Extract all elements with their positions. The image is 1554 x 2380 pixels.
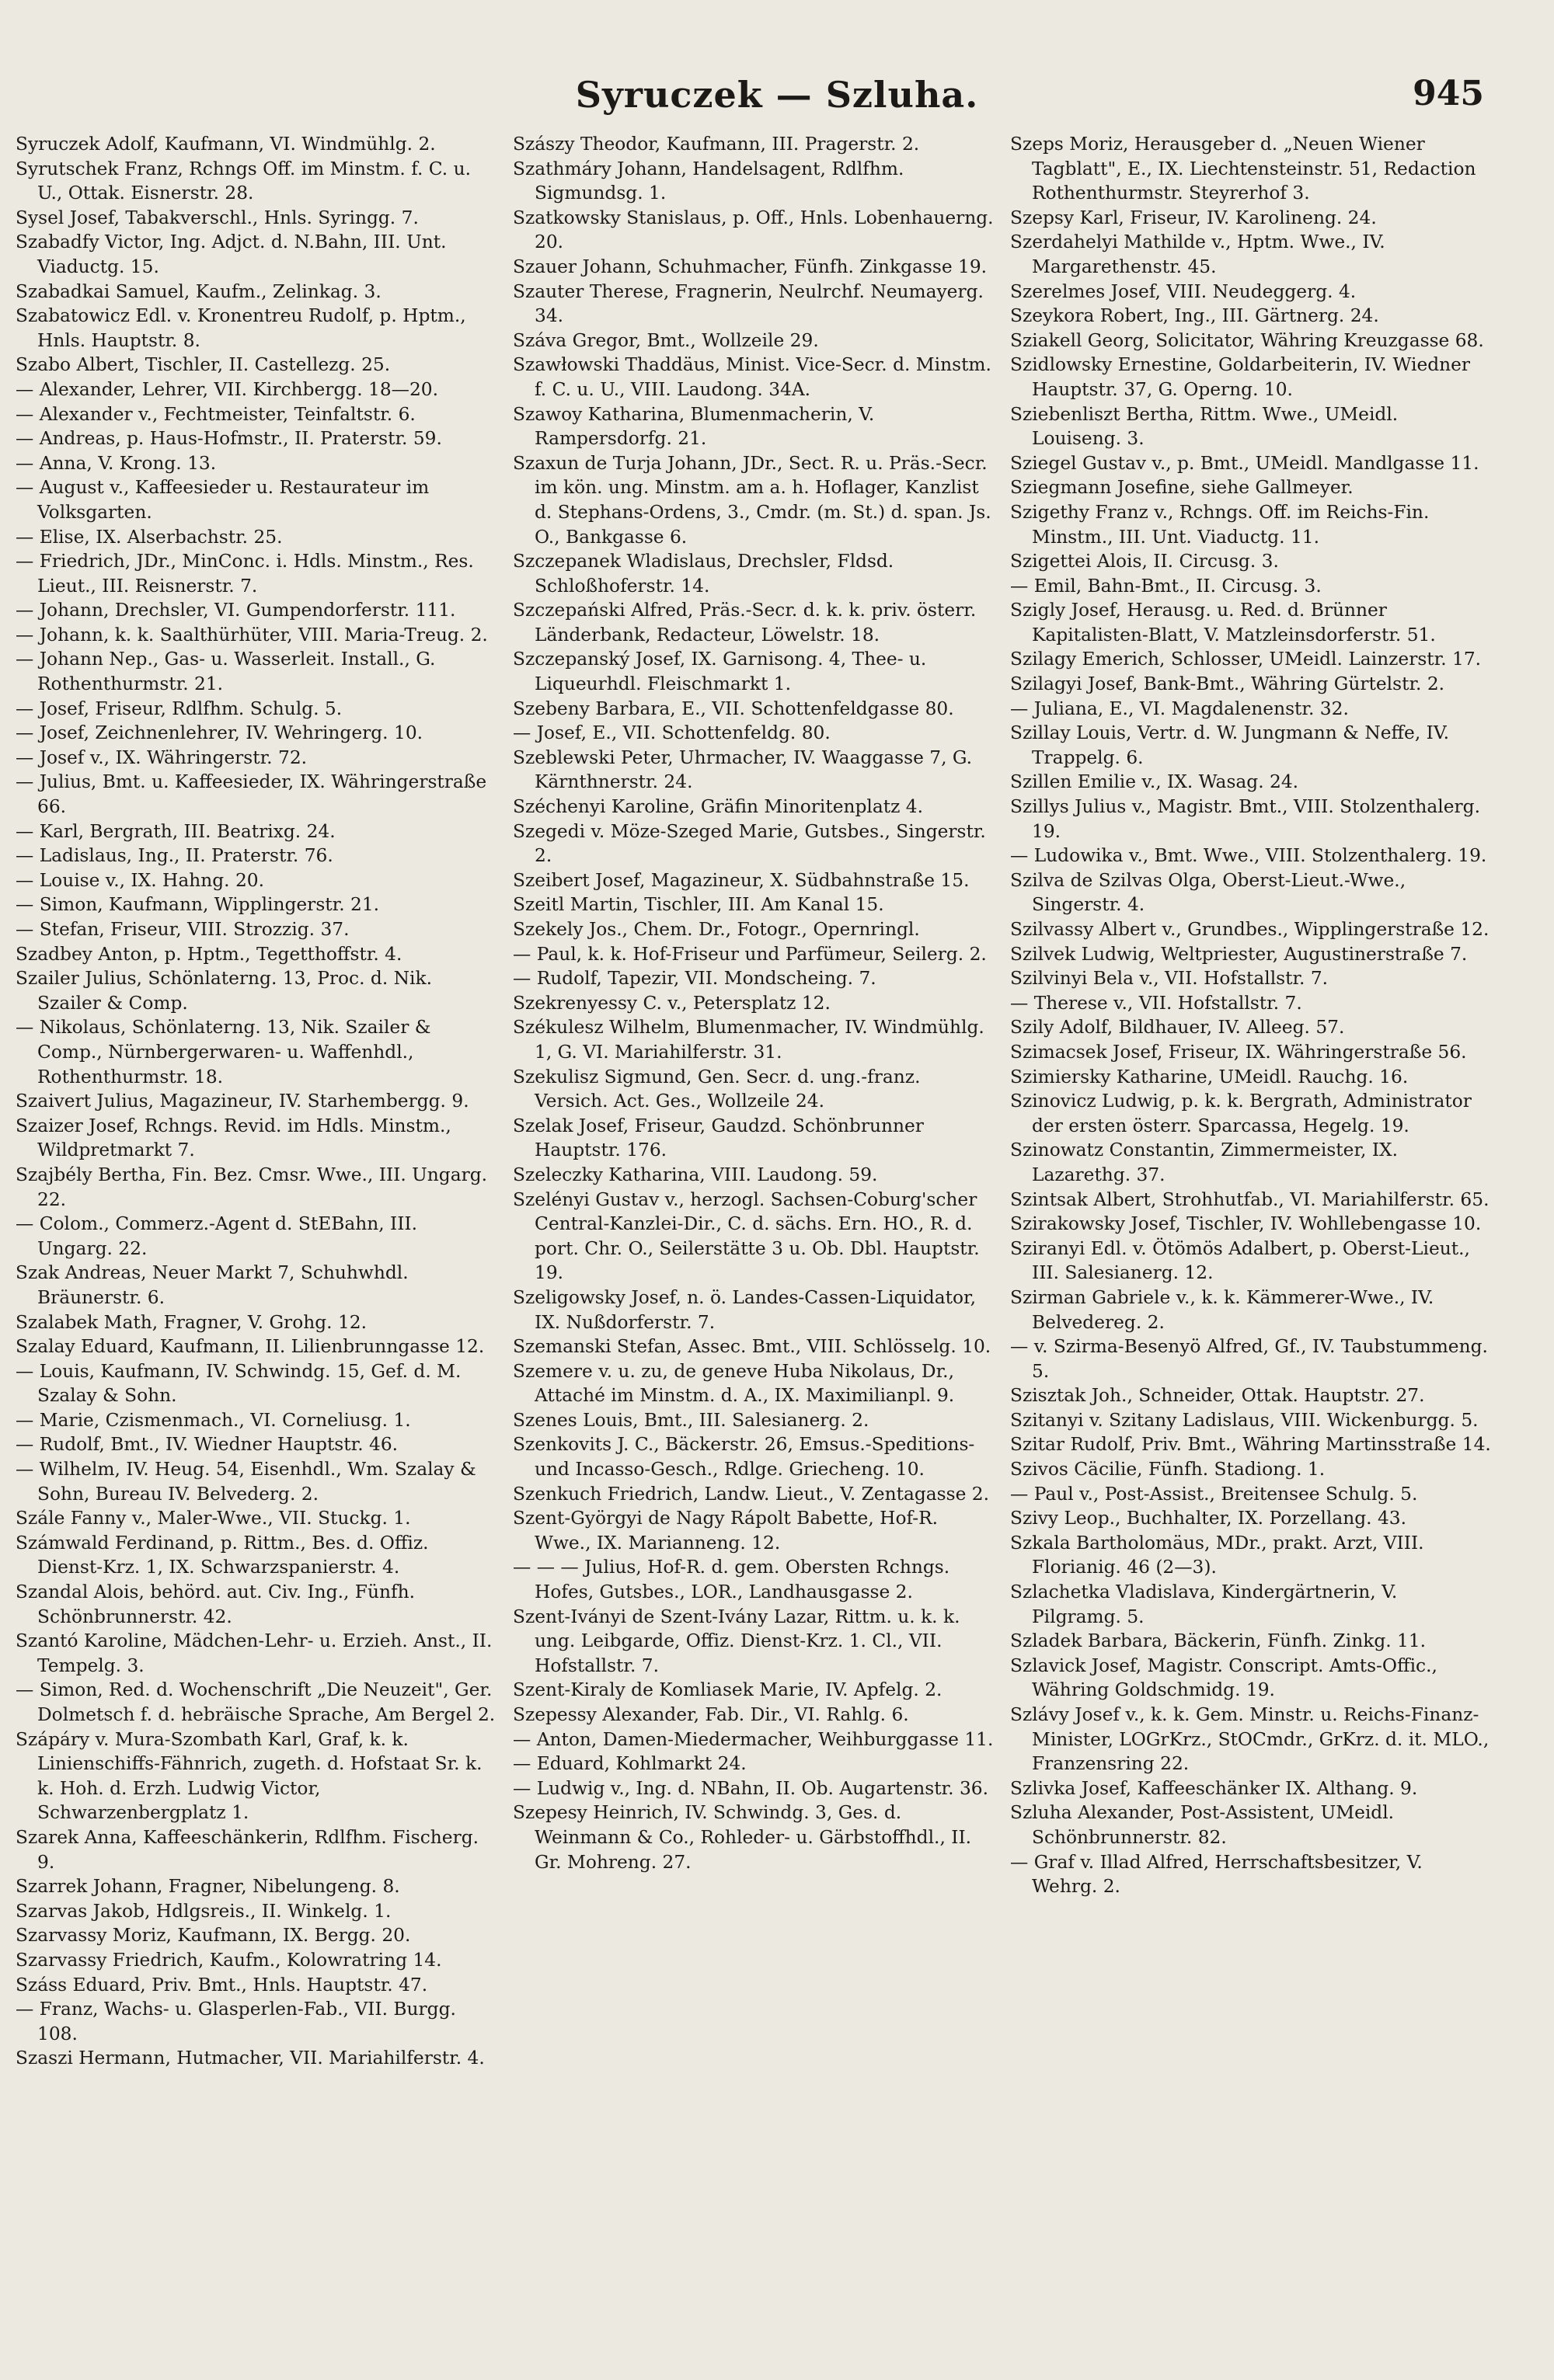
directory-entry: — Louise v., IX. Hahng. 20. <box>16 869 265 891</box>
directory-entry: Szintsak Albert, Strohhutfab., VI. Mariahilferstr. 65. <box>1010 1188 1490 1210</box>
directory-entry: Szaxun de Turja Johann, JDr., Sect. R. u. Präs.-Secr. im kön. ung. Minstm. am a. h. Hoflager, Kanzlist d. Stephans-Ordens, 3., Cmdr. (m. St.) d. span. Js. O., Bankgasse 6. <box>513 452 991 548</box>
directory-entry: Szekulisz Sigmund, Gen. Secr. d. ung.-franz. Versich. Act. Ges., Wollzeile 24. <box>513 1066 921 1112</box>
directory-entry: Sziegmann Josefine, siehe Gallmeyer. <box>1010 477 1354 499</box>
directory-entry: Szirman Gabriele v., k. k. Kämmerer-Wwe., IV. Belvedereg. 2. <box>1010 1286 1434 1333</box>
directory-entry: Számwald Ferdinand, p. Rittm., Bes. d. Offiz. Dienst-Krz. 1, IX. Schwarzspanierstr. 4. <box>16 1532 429 1578</box>
directory-entry: Szeykora Robert, Ing., III. Gärtnerg. 24. <box>1010 305 1379 327</box>
directory-entry: Szelényi Gustav v., herzogl. Sachsen-Coburg'scher Central-Kanzlei-Dir., C. d. sächs. Ern. HO., R. d. port. Chr. O., Seilerstätte 3 u. Ob. Dbl. Hauptstr. 19. <box>513 1188 980 1284</box>
directory-entry: Szczepanský Josef, IX. Garnisong. 4, Thee- u. Liqueurhdl. Fleischmarkt 1. <box>513 649 927 695</box>
directory-entry: Szemanski Stefan, Assec. Bmt., VIII. Schlösselg. 10. <box>513 1336 991 1358</box>
directory-entry: — Alexander, Lehrer, VII. Kirchbergg. 18—20. <box>16 378 439 400</box>
column-middle <box>513 132 995 1874</box>
directory-entry: Szarvassy Moriz, Kaufmann, IX. Bergg. 20. <box>16 1925 411 1947</box>
directory-entry: — Josef v., IX. Währingerstr. 72. <box>16 746 308 768</box>
directory-entry: Sziranyi Edl. v. Ötömös Adalbert, p. Oberst-Lieut., III. Salesianerg. 12. <box>1010 1237 1470 1284</box>
directory-entry: Szauer Johann, Schuhmacher, Fünfh. Zinkgasse 19. <box>513 256 988 277</box>
directory-entry: — Franz, Wachs- u. Glasperlen-Fab., VII. Burgg. 108. <box>16 1999 456 2044</box>
directory-entry: Szenkuch Friedrich, Landw. Lieut., V. Zentagasse 2. <box>513 1483 989 1505</box>
directory-entry: Szlachetka Vladislava, Kindergärtnerin, V. Pilgramg. 5. <box>1010 1581 1398 1627</box>
directory-entry: Szemere v. u. zu, de geneve Huba Nikolaus, Dr., Attaché im Minstm. d. A., IX. Maximilianpl. 9. <box>513 1360 955 1407</box>
directory-entry: Szladek Barbara, Bäckerin, Fünfh. Zinkg. 11. <box>1010 1630 1427 1652</box>
directory-entry: — Simon, Kaufmann, Wipplingerstr. 21. <box>16 894 380 916</box>
directory-entry: Szaizer Josef, Rchngs. Revid. im Hdls. Minstm., Wildpretmarkt 7. <box>16 1115 451 1161</box>
directory-entry: Szekely Jos., Chem. Dr., Fotogr., Opernringl. <box>513 919 920 940</box>
running-head: Syruczek — Szluha. <box>575 74 979 116</box>
directory-entry: Szalabek Math, Fragner, V. Grohg. 12. <box>16 1311 368 1333</box>
directory-entry: — Anton, Damen-Miedermacher, Weihburggasse 11. <box>513 1728 994 1750</box>
directory-entry: — Josef, E., VII. Schottenfeldg. 80. <box>513 722 831 744</box>
directory-entry: Szinovicz Ludwig, p. k. k. Bergrath, Administrator der ersten österr. Sparcassa, Hegelg. 19. <box>1010 1091 1472 1136</box>
directory-entry: — Nikolaus, Schönlaterng. 13, Nik. Szailer & Comp., Nürnbergerwaren- u. Waffenhdl., Rothenthurmstr. 18. <box>16 1017 431 1087</box>
directory-entry: — — — Julius, Hof-R. d. gem. Obersten Rchngs. Hofes, Gutsbes., LOR., Landhausgasse 2. <box>513 1557 950 1603</box>
directory-entry: Sziegel Gustav v., p. Bmt., UMeidl. Mandlgasse 11. <box>1010 452 1479 474</box>
directory-entry: Szlávy Josef v., k. k. Gem. Minstr. u. Reichs-Finanz-Minister, LOGrKrz., StOCmdr., GrKrz. d. it. MLO., Franzensring 22. <box>1010 1704 1490 1775</box>
directory-entry: Szeps Moriz, Herausgeber d. „Neuen Wiener Tagblatt", E., IX. Liechtensteinstr. 51, Redaction Rothenthurmstr. Steyrerhof 3. <box>1010 134 1476 204</box>
directory-entry: — Graf v. Illad Alfred, Herrschaftsbesitzer, V. Wehrg. 2. <box>1010 1851 1423 1898</box>
directory-entry: Szilagy Emerich, Schlosser, UMeidl. Lainzerstr. 17. <box>1010 649 1482 670</box>
directory-entry: Szilvek Ludwig, Weltpriester, Augustinerstraße 7. <box>1010 943 1468 965</box>
directory-entry: Szisztak Joh., Schneider, Ottak. Hauptstr. 27. <box>1010 1385 1425 1407</box>
directory-entry: — Marie, Czismenmach., VI. Corneliusg. 1. <box>16 1409 411 1431</box>
directory-entry: — Colom., Commerz.-Agent d. StEBahn, III. Ungarg. 22. <box>16 1213 418 1259</box>
directory-entry: — Simon, Red. d. Wochenschrift „Die Neuzeit", Ger. Dolmetsch f. d. hebräische Sprache, Am Bergel 2. <box>16 1679 496 1725</box>
directory-entry: Sziakell Georg, Solicitator, Währing Kreuzgasse 68. <box>1010 329 1484 351</box>
directory-entry: Száss Eduard, Priv. Bmt., Hnls. Hauptstr. 47. <box>16 1974 428 1996</box>
directory-entry: Szenkovits J. C., Bäckerstr. 26, Emsus.-Speditions- und Incasso-Gesch., Rdlge. Griecheng. 10. <box>513 1434 975 1481</box>
directory-entry: Szeligowsky Josef, n. ö. Landes-Cassen-Liquidator, IX. Nußdorferstr. 7. <box>513 1286 977 1333</box>
directory-entry: — Johann, Drechsler, VI. Gumpendorferstr. 111. <box>16 600 456 621</box>
directory-entry: Szent-Iványi de Szent-Ivány Lazar, Rittm. u. k. k. ung. Leibgarde, Offiz. Dienst-Krz. 1. Cl., VII. Hofstallstr. 7. <box>513 1606 960 1676</box>
directory-entry: — Wilhelm, IV. Heug. 54, Eisenhdl., Wm. Szalay & Sohn, Bureau IV. Belvederg. 2. <box>16 1459 476 1505</box>
directory-entry: — Emil, Bahn-Bmt., II. Circusg. 3. <box>1010 575 1322 597</box>
directory-entry: Szilva de Szilvas Olga, Oberst-Lieut.-Wwe., Singerstr. 4. <box>1010 869 1406 916</box>
directory-entry: Szivos Cäcilie, Fünfh. Stadiong. 1. <box>1010 1459 1326 1481</box>
directory-entry: Szabo Albert, Tischler, II. Castellezg. 25. <box>16 354 391 376</box>
directory-entry: Szillay Louis, Vertr. d. W. Jungmann & Neffe, IV. Trappelg. 6. <box>1010 722 1450 768</box>
directory-entry: Szawłowski Thaddäus, Minist. Vice-Secr. d. Minstm. f. C. u. U., VIII. Laudong. 34A. <box>513 354 991 400</box>
directory-entry: — Eduard, Kohlmarkt 24. <box>513 1753 747 1775</box>
directory-entry: Száva Gregor, Bmt., Wollzeile 29. <box>513 329 819 351</box>
directory-entry: Szeitl Martin, Tischler, III. Am Kanal 15. <box>513 894 884 916</box>
directory-entry: — Paul, k. k. Hof-Friseur und Parfümeur, Seilerg. 2. <box>513 943 987 965</box>
directory-entry: Szerelmes Josef, VIII. Neudeggerg. 4. <box>1010 280 1357 302</box>
column-left <box>16 132 497 2071</box>
page-header <box>0 74 1554 120</box>
directory-entry: Szerdahelyi Mathilde v., Hptm. Wwe., IV. Margarethenstr. 45. <box>1010 231 1385 277</box>
directory-entry: — Rudolf, Bmt., IV. Wiedner Hauptstr. 46. <box>16 1434 399 1456</box>
directory-entry: Székulesz Wilhelm, Blumenmacher, IV. Windmühlg. 1, G. VI. Mariahilferstr. 31. <box>513 1017 984 1063</box>
directory-entry: Szegedi v. Möze-Szeged Marie, Gutsbes., Singerstr. 2. <box>513 820 986 867</box>
directory-entry: Szitar Rudolf, Priv. Bmt., Währing Martinsstraße 14. <box>1010 1434 1491 1456</box>
directory-entry: — Andreas, p. Haus-Hofmstr., II. Praterstr. 59. <box>16 428 442 450</box>
directory-entry: Szandal Alois, behörd. aut. Civ. Ing., Fünfh. Schönbrunnerstr. 42. <box>16 1581 415 1627</box>
page-number: 945 <box>1413 74 1484 113</box>
directory-entry: — Juliana, E., VI. Magdalenenstr. 32. <box>1010 698 1349 719</box>
directory-entry: Szent-Györgyi de Nagy Rápolt Babette, Hof-R. Wwe., IX. Marianneng. 12. <box>513 1508 939 1554</box>
directory-entry: Szluha Alexander, Post-Assistent, UMeidl. Schönbrunnerstr. 82. <box>1010 1802 1395 1848</box>
directory-entry: Szászy Theodor, Kaufmann, III. Pragerstr. 2. <box>513 134 920 155</box>
directory-entry: Szenes Louis, Bmt., III. Salesianerg. 2. <box>513 1409 869 1431</box>
directory-entry: Szebeny Barbara, E., VII. Schottenfeldgasse 80. <box>513 698 954 719</box>
directory-entry: Szathmáry Johann, Handelsagent, Rdlfhm. Sigmundsg. 1. <box>513 158 904 204</box>
directory-entry: — Paul v., Post-Assist., Breitensee Schulg. 5. <box>1010 1483 1418 1505</box>
directory-entry: Szabatowicz Edl. v. Kronentreu Rudolf, p. Hptm., Hnls. Hauptstr. 8. <box>16 305 466 351</box>
directory-entry: Szilagyi Josef, Bank-Bmt., Währing Gürtelstr. 2. <box>1010 673 1445 695</box>
directory-entry: Szent-Kiraly de Komliasek Marie, IV. Apfelg. 2. <box>513 1679 943 1701</box>
directory-entry: Szillys Julius v., Magistr. Bmt., VIII. Stolzenthalerg. 19. <box>1010 796 1480 842</box>
directory-entry: — Anna, V. Krong. 13. <box>16 452 217 474</box>
directory-entry: — Josef, Zeichnenlehrer, IV. Wehringerg. 10. <box>16 722 423 744</box>
directory-entry: Szarvas Jakob, Hdlgsreis., II. Winkelg. 1. <box>16 1900 392 1922</box>
directory-entry: Szkala Bartholomäus, MDr., prakt. Arzt, VIII. Florianig. 46 (2—3). <box>1010 1532 1424 1578</box>
directory-entry: Szaszi Hermann, Hutmacher, VII. Mariahilferstr. 4. <box>16 2048 485 2069</box>
directory-entry: Szadbey Anton, p. Hptm., Tegetthoffstr. 4. <box>16 943 402 965</box>
directory-entry: Szimacsek Josef, Friseur, IX. Währingerstraße 56. <box>1010 1041 1467 1063</box>
directory-entry: Szlavick Josef, Magistr. Conscript. Amts-Offic., Währing Goldschmidg. 19. <box>1010 1655 1437 1701</box>
directory-entry: — Josef, Friseur, Rdlfhm. Schulg. 5. <box>16 698 343 719</box>
directory-entry: Szepessy Alexander, Fab. Dir., VI. Rahlg. 6. <box>513 1704 909 1725</box>
directory-entry: Szczepanek Wladislaus, Drechsler, Fldsd. Schloßhoferstr. 14. <box>513 551 894 597</box>
directory-entry: Szailer Julius, Schönlaterng. 13, Proc. d. Nik. Szailer & Comp. <box>16 968 432 1014</box>
directory-entry: Szigly Josef, Herausg. u. Red. d. Brünner Kapitalisten-Blatt, V. Matzleinsdorferstr. 51. <box>1010 600 1436 645</box>
directory-entry: Szlivka Josef, Kaffeeschänker IX. Althang. 9. <box>1010 1777 1418 1799</box>
directory-entry: — Alexander v., Fechtmeister, Teinfaltstr. 6. <box>16 403 416 425</box>
directory-entry: — Johann Nep., Gas- u. Wasserleit. Install., G. Rothenthurmstr. 21. <box>16 649 436 695</box>
directory-entry: Szepesy Heinrich, IV. Schwindg. 3, Ges. d. Weinmann & Co., Rohleder- u. Gärbstoffhdl., II. Gr. Mohreng. 27. <box>513 1802 972 1873</box>
directory-entry: Szarvassy Friedrich, Kaufm., Kolowratring 14. <box>16 1949 442 1971</box>
directory-entry: Szaivert Julius, Magazineur, IV. Starhembergg. 9. <box>16 1091 469 1112</box>
directory-entry: — Stefan, Friseur, VIII. Strozzig. 37. <box>16 919 350 940</box>
directory-entry: Szápáry v. Mura-Szombath Karl, Graf, k. k. Linienschiffs-Fähnrich, zugeth. d. Hofstaat Sr. k. k. Hoh. d. Erzh. Ludwig Victor, Schwarzenbergplatz 1. <box>16 1728 483 1824</box>
directory-entry: Szarrek Johann, Fragner, Nibelungeng. 8. <box>16 1876 400 1898</box>
directory-entry: Szigettei Alois, II. Circusg. 3. <box>1010 551 1279 572</box>
directory-entry: Syrutschek Franz, Rchngs Off. im Minstm. f. C. u. U., Ottak. Eisnerstr. 28. <box>16 158 472 204</box>
directory-entry: — Friedrich, JDr., MinConc. i. Hdls. Minstm., Res. Lieut., III. Reisnerstr. 7. <box>16 551 474 597</box>
directory-entry: — Louis, Kaufmann, IV. Schwindg. 15, Gef. d. M. Szalay & Sohn. <box>16 1360 462 1407</box>
directory-entry: Szilvinyi Bela v., VII. Hofstallstr. 7. <box>1010 968 1329 990</box>
directory-entry: Szily Adolf, Bildhauer, IV. Alleeg. 57. <box>1010 1017 1345 1039</box>
directory-entry: Szinowatz Constantin, Zimmermeister, IX. Lazarethg. 37. <box>1010 1140 1399 1185</box>
directory-entry: — Elise, IX. Alserbachstr. 25. <box>16 526 283 548</box>
directory-entry: Szilvassy Albert v., Grundbes., Wipplingerstraße 12. <box>1010 919 1490 940</box>
directory-entry: Szantó Karoline, Mädchen-Lehr- u. Erzieh. Anst., II. Tempelg. 3. <box>16 1630 493 1676</box>
directory-entry: — Johann, k. k. Saalthürhüter, VIII. Maria-Treug. 2. <box>16 624 488 645</box>
directory-entry: Szeblewski Peter, Uhrmacher, IV. Waaggasse 7, G. Kärnthnerstr. 24. <box>513 746 973 793</box>
directory-entry: — Rudolf, Tapezir, VII. Mondscheing. 7. <box>513 968 876 990</box>
directory-entry: Szarek Anna, Kaffeeschänkerin, Rdlfhm. Fischerg. 9. <box>16 1826 479 1873</box>
directory-entry: Szalay Eduard, Kaufmann, II. Lilienbrunngasse 12. <box>16 1336 485 1358</box>
directory-entry: Szigethy Franz v., Rchngs. Off. im Reichs-Fin. Minstm., III. Unt. Viaductg. 11. <box>1010 501 1430 548</box>
directory-entry: Szabadkai Samuel, Kaufm., Zelinkag. 3. <box>16 280 382 302</box>
directory-entry: Sysel Josef, Tabakverschl., Hnls. Syringg. 7. <box>16 207 419 228</box>
directory-entry: Szále Fanny v., Maler-Wwe., VII. Stuckg. 1. <box>16 1508 411 1529</box>
directory-entry: Szeibert Josef, Magazineur, X. Südbahnstraße 15. <box>513 869 970 891</box>
directory-entry: Szauter Therese, Fragnerin, Neulrchf. Neumayerg. 34. <box>513 280 984 327</box>
directory-entry: Szimiersky Katharine, UMeidl. Rauchg. 16. <box>1010 1066 1409 1087</box>
directory-entry: Syruczek Adolf, Kaufmann, VI. Windmühlg. 2. <box>16 134 436 155</box>
directory-entry: Szeleczky Katharina, VIII. Laudong. 59. <box>513 1164 878 1185</box>
directory-entry: — Ladislaus, Ing., II. Praterstr. 76. <box>16 845 333 867</box>
directory-entry: Szatkowsky Stanislaus, p. Off., Hnls. Lobenhauerng. 20. <box>513 207 994 253</box>
directory-entry: Szepsy Karl, Friseur, IV. Karolineng. 24. <box>1010 207 1377 228</box>
directory-entry: — Therese v., VII. Hofstallstr. 7. <box>1010 992 1302 1014</box>
directory-entry: — Ludowika v., Bmt. Wwe., VIII. Stolzenthalerg. 19. <box>1010 845 1487 867</box>
directory-entry: Szivy Leop., Buchhalter, IX. Porzellang. 43. <box>1010 1508 1407 1529</box>
directory-entry: Szitanyi v. Szitany Ladislaus, VIII. Wickenburgg. 5. <box>1010 1409 1479 1431</box>
directory-entry: — Julius, Bmt. u. Kaffeesieder, IX. Währingerstraße 66. <box>16 771 487 818</box>
column-right <box>1010 132 1492 1899</box>
directory-entry: Szirakowsky Josef, Tischler, IV. Wohllebengasse 10. <box>1010 1213 1482 1235</box>
directory-entry: Szak Andreas, Neuer Markt 7, Schuhwhdl. Bräunerstr. 6. <box>16 1262 409 1308</box>
directory-entry: Szillen Emilie v., IX. Wasag. 24. <box>1010 771 1299 793</box>
directory-entry: — Karl, Bergrath, III. Beatrixg. 24. <box>16 820 336 842</box>
directory-entry: — v. Szirma-Besenyö Alfred, Gf., IV. Taubstummeng. 5. <box>1010 1336 1488 1382</box>
directory-entry: Szelak Josef, Friseur, Gaudzd. Schönbrunner Hauptstr. 176. <box>513 1115 924 1161</box>
directory-entry: Szekrenyessy C. v., Petersplatz 12. <box>513 992 831 1014</box>
directory-entry: Szajbély Bertha, Fin. Bez. Cmsr. Wwe., III. Ungarg. 22. <box>16 1164 488 1210</box>
directory-entry: Szczepański Alfred, Präs.-Secr. d. k. k. priv. österr. Länderbank, Redacteur, Löwelstr. 18. <box>513 600 977 645</box>
directory-entry: — August v., Kaffeesieder u. Restaurateur im Volksgarten. <box>16 477 430 523</box>
directory-entry: — Ludwig v., Ing. d. NBahn, II. Ob. Augartenstr. 36. <box>513 1777 988 1799</box>
directory-entry: Szabadfy Victor, Ing. Adjct. d. N.Bahn, III. Unt. Viaductg. 15. <box>16 231 447 277</box>
directory-entry: Szidlowsky Ernestine, Goldarbeiterin, IV. Wiedner Hauptstr. 37, G. Operng. 10. <box>1010 354 1471 400</box>
directory-entry: Széchenyi Karoline, Gräfin Minoritenplatz 4. <box>513 796 924 818</box>
directory-entry: Szawoy Katharina, Blumenmacherin, V. Rampersdorfg. 21. <box>513 403 875 450</box>
directory-entry: Sziebenliszt Bertha, Rittm. Wwe., UMeidl. Louiseng. 3. <box>1010 403 1399 450</box>
